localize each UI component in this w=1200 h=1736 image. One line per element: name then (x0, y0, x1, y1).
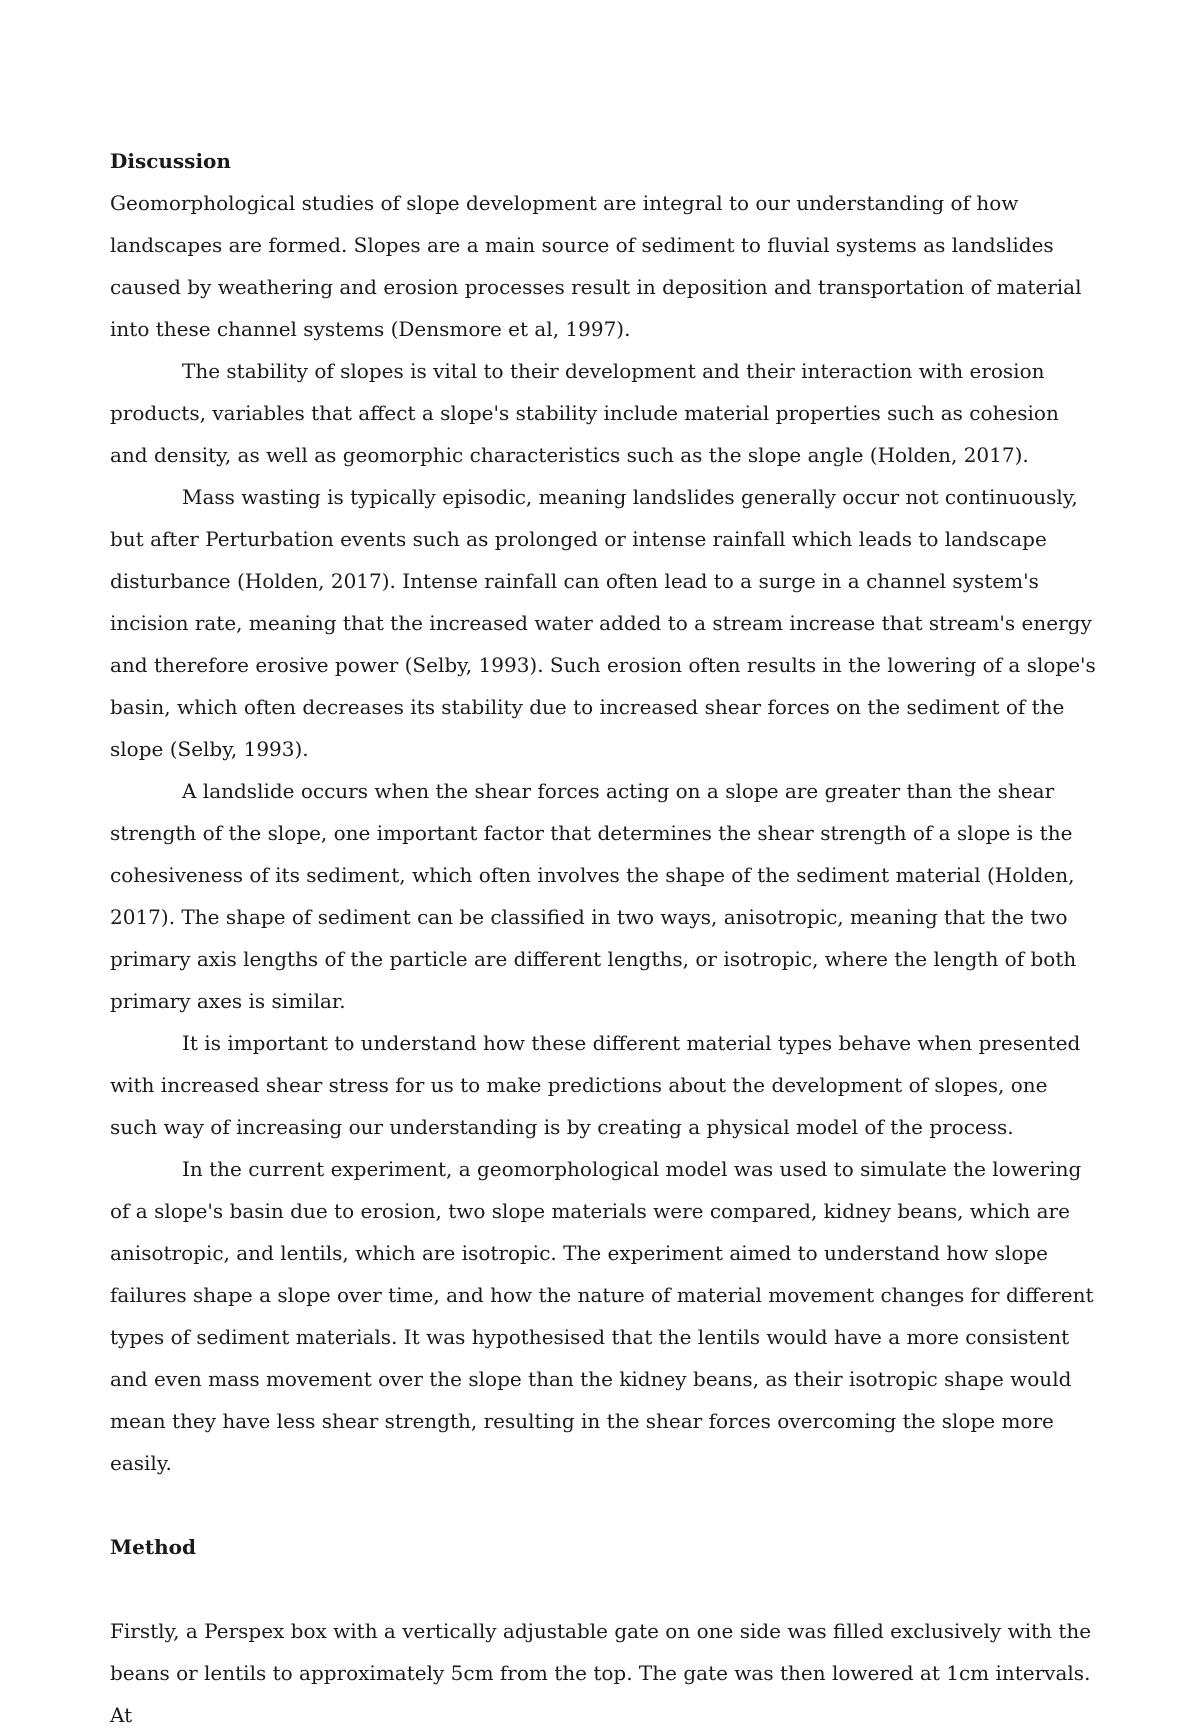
section-spacer (110, 1484, 1100, 1526)
discussion-paragraph-1: Geomorphological studies of slope development are integral to our understanding of how landscapes are formed. Slopes are a main source of sediment to fluvial systems as landslides caused by weathering and erosion processes result in deposition and transportation of material into these channel systems (Densmore et al, 1997). (110, 191, 1082, 341)
heading-spacer (110, 1568, 1100, 1610)
method-heading: Method (110, 1535, 196, 1559)
discussion-paragraph-3: Mass wasting is typically episodic, meaning landslides generally occur not continuously, but after Perturbation events such as prolonged or intense rainfall which leads to landscape disturbance (Holden, 2017). Intense rainfall can often lead to a surge in a channel system's incision rate, meaning that the increased water added to a stream increase that stream's energy and therefore erosive power (Selby, 1993). Such erosion often results in the lowering of a slope's basin, which often decreases its stability due to increased shear forces on the sediment of the slope (Selby, 1993). (110, 485, 1096, 761)
document-body (110, 140, 1100, 1736)
discussion-heading: Discussion (110, 149, 231, 173)
discussion-paragraph-5: It is important to understand how these different material types behave when presented with increased shear stress for us to make predictions about the development of slopes, one such way of increasing our understanding is by creating a physical model of the process. (110, 1031, 1081, 1139)
discussion-paragraph-6: In the current experiment, a geomorphological model was used to simulate the lowering of a slope's basin due to erosion, two slope materials were compared, kidney beans, which are anisotropic, and lentils, which are isotropic. The experiment aimed to understand how slope failures shape a slope over time, and how the nature of material movement changes for different types of sediment materials. It was hypothesised that the lentils would have a more consistent and even mass movement over the slope than the kidney beans, as their isotropic shape would mean they have less shear strength, resulting in the shear forces overcoming the slope more easily. (110, 1157, 1094, 1475)
discussion-paragraph-2: The stability of slopes is vital to their development and their interaction with erosion products, variables that affect a slope's stability include material properties such as cohesion and density, as well as geomorphic characteristics such as the slope angle (Holden, 2017). (110, 359, 1059, 467)
method-paragraph-1: Firstly, a Perspex box with a vertically adjustable gate on one side was filled exclusively with the beans or lentils to approximately 5cm from the top. The gate was then lowered at 1cm intervals. At (110, 1619, 1092, 1727)
discussion-paragraph-4: A landslide occurs when the shear forces acting on a slope are greater than the shear strength of the slope, one important factor that determines the shear strength of a slope is the cohesiveness of its sediment, which often involves the shape of the sediment material (Holden, 2017). The shape of sediment can be classified in two ways, anisotropic, meaning that the two primary axis lengths of the particle are different lengths, or isotropic, where the length of both primary axes is similar. (110, 779, 1077, 1013)
